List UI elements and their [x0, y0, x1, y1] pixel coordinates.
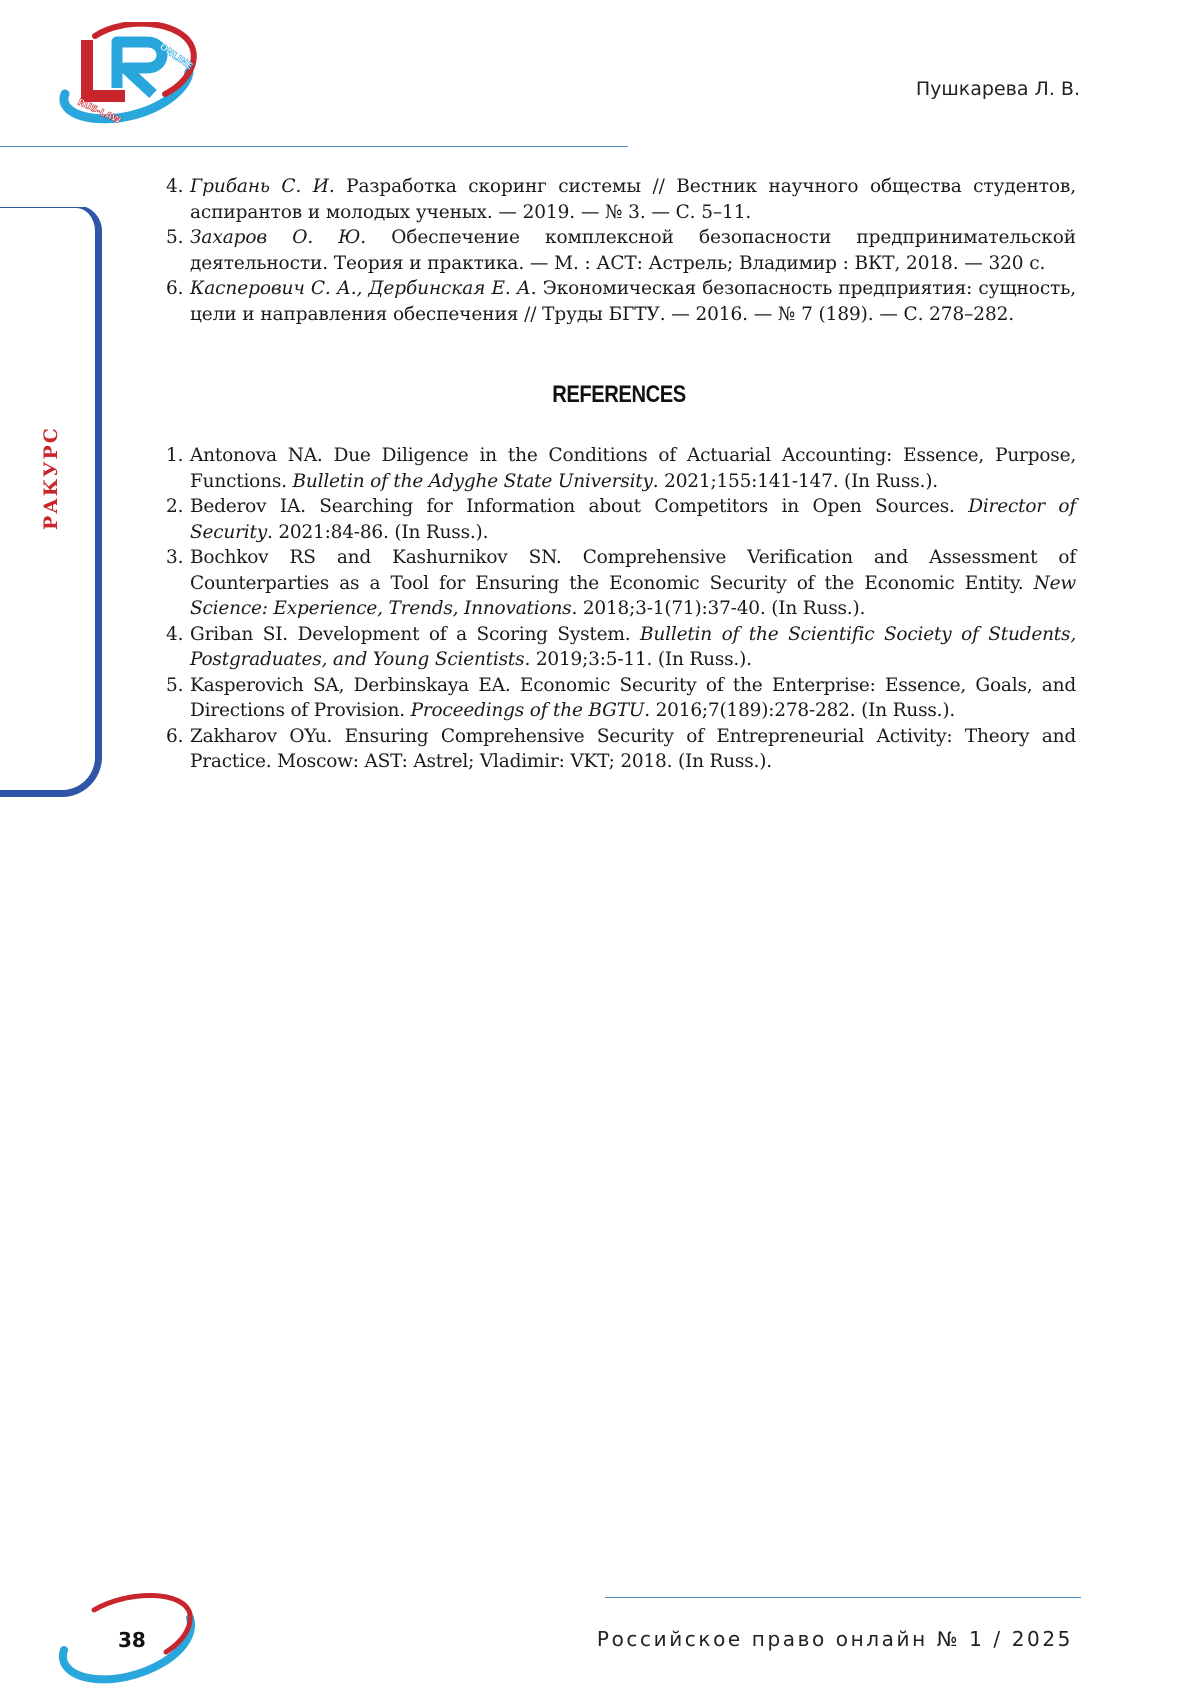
ref-authors: Грибань С. И. — [190, 176, 335, 197]
list-item: 5. Захаров О. Ю. Обеспечение комплексной безопасности предпринимательской деятельности. Теория и практика. — М. : АСТ: Астрель; Владимир : ВКТ, 2018. — 320 с. — [166, 227, 1076, 274]
journal-logo — [55, 22, 205, 127]
references-heading: REFERENCES — [552, 381, 686, 408]
ref-text: Обеспечение комплексной безопасности предпринимательской деятельности. Теория и практика. — М. : АСТ: Астрель; Владимир : ВКТ, 2018. — 320 с. — [190, 227, 1076, 274]
ref-journal: Proceedings of the BGTU — [410, 700, 645, 721]
page-number: 38 — [118, 1628, 146, 1652]
ref-journal: Bulletin of the Adyghe State University — [292, 470, 653, 492]
russian-bibliography-list — [162, 174, 1076, 327]
ref-authors: Захаров О. Ю. — [190, 227, 367, 248]
list-item: 4. Griban SI. Development of a Scoring System. Bulletin of the Scientific Society of Students, Postgraduates, and Young Scientists. 2019;3:5-11. (In Russ.). — [166, 623, 1076, 670]
logo-ruslaw-text: RUS-LAW — [75, 97, 123, 127]
list-item: 6. Касперович С. А., Дербинская Е. А. Экономическая безопасность предприятия: сущность, цели и направления обеспечения // Труды БГТУ. — 2016. — № 7 (189). — С. 278–282. — [166, 278, 1076, 325]
ref-journal: Bulletin of the Scientific Society of Students, Postgraduates, and Young Scientists — [190, 623, 1076, 670]
list-item: 6. Zakharov OYu. Ensuring Comprehensive Security of Entrepreneurial Activity: Theory and Practice. Moscow: AST: Astrel; Vladimir: VKT; 2018. (In Russ.). — [166, 725, 1076, 772]
journal-title: Российское право онлайн № 1 / 2025 — [596, 1627, 1073, 1651]
ref-authors: Касперович С. А., Дербинская Е. А. — [190, 278, 537, 299]
list-item: 3. Bochkov RS and Kashurnikov SN. Comprehensive Verification and Assessment of Counterparties as a Tool for Ensuring the Economic Security of the Economic Entity. New Science: Experience, Trends, Innovations. 2018;3-1(71):37-40. (In Russ.). — [166, 547, 1076, 619]
references-list — [162, 443, 1076, 775]
section-label: РАКУРС — [40, 426, 62, 530]
footer-divider — [605, 1597, 1081, 1598]
ref-text: Экономическая безопасность предприятия: сущность, цели и направления обеспечения // Труды БГТУ. — 2016. — № 7 (189). — С. 278–282. — [190, 278, 1076, 325]
list-item: 1. Antonova NA. Due Diligence in the Conditions of Actuarial Accounting: Essence, Purpose, Functions. Bulletin of the Adyghe State University. 2021;155:141-147. (In Russ.). — [166, 445, 1076, 492]
main-content — [162, 174, 1076, 775]
header-divider — [0, 146, 628, 147]
list-item: 5. Kasperovich SA, Derbinskaya EA. Economic Security of the Enterprise: Essence, Goals, and Directions of Provision. Proceedings of the BGTU. 2016;7(189):278-282. (In Russ.). — [166, 674, 1076, 721]
list-item: 4. Грибань С. И. Разработка скоринг системы // Вестник научного общества студентов, аспирантов и молодых ученых. — 2019. — № 3. — С. 5–11. — [166, 176, 1076, 223]
ref-journal: Director of Security — [190, 496, 1077, 543]
logo-online-text: ONLINE — [157, 42, 195, 73]
running-head-author: Пушкарева Л. В. — [915, 78, 1080, 100]
list-item: 2. Bederov IA. Searching for Information about Competitors in Open Sources. Director of Security. 2021:84-86. (In Russ.). — [166, 496, 1077, 543]
ref-text: Разработка скоринг системы // Вестник научного общества студентов, аспирантов и молодых ученых. — 2019. — № 3. — С. 5–11. — [190, 176, 1076, 223]
ref-journal: New Science: Experience, Trends, Innovations — [190, 572, 1076, 619]
